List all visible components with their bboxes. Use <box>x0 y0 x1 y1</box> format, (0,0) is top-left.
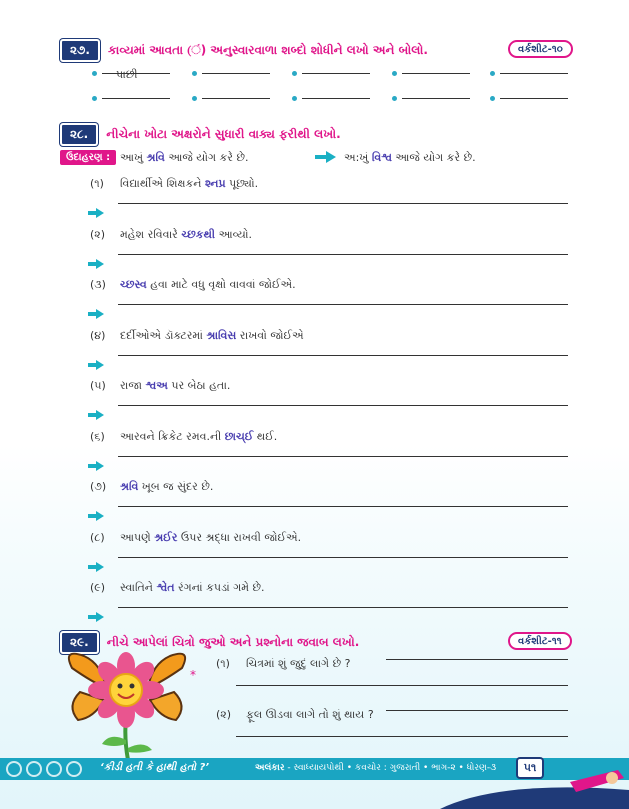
section-28-header <box>60 124 341 144</box>
wrong-word: શ્વેત <box>156 581 175 594</box>
arrow-icon <box>88 309 104 319</box>
credits-text: - સ્વાધ્યાયપોથી • કવચોર : ગુજરાતી • ભાગ-૨ • ધોરણ-૩ <box>284 763 497 773</box>
answer-line <box>386 710 568 711</box>
bullet-dot <box>92 96 97 101</box>
text: રંગનાં કપડાં ગમે છે. <box>174 581 265 594</box>
text: હવા માટે વધુ વૃક્ષો વાવવાં જોઈએ. <box>146 278 296 291</box>
text: ખૂબ જ સુંદર છે. <box>138 480 214 493</box>
question-text: ફૂલ ઊડવા લાગે તો શું થાય ? <box>246 708 374 721</box>
bullet-dot <box>192 96 197 101</box>
star-icon: * <box>190 668 196 682</box>
arrow-icon <box>315 151 337 163</box>
section-title: કાવ્યમાં આવતા (ં) અનુસ્વારવાળા શબ્દો શોધીને લખો અને બોલો. <box>107 42 428 57</box>
answer-line <box>102 98 170 99</box>
answer-line <box>118 254 568 255</box>
text: આપણે <box>120 531 155 544</box>
bullet-dot <box>490 96 495 101</box>
arrow-icon <box>88 410 104 420</box>
footer-quote: ‘કીડી હતી કે હાથી હતો ?’ <box>100 762 210 773</box>
bullet-dot <box>192 71 197 76</box>
answer-line <box>118 304 568 305</box>
question-number: (૨) <box>216 708 232 721</box>
wrong-word: શ્રઈર <box>154 531 178 544</box>
exercise-item <box>90 228 252 242</box>
text: વિદ્યાર્થીએ શિક્ષકને <box>120 177 205 190</box>
bullet-dot <box>92 71 97 76</box>
text: પૂછ્યો. <box>225 177 259 190</box>
section-number: ૨૯. <box>60 631 99 654</box>
item-number: (૨) <box>90 228 106 241</box>
answer-line <box>402 73 470 74</box>
answer-line <box>402 98 470 99</box>
bullet-dot <box>292 96 297 101</box>
wrong-word: ચ્છસ્વ <box>120 278 147 291</box>
section-title: નીચેના ખોટા અક્ષરોને સુધારી વાક્ય ફરીથી લખો. <box>106 126 341 141</box>
text: આરવને ક્રિકેટ રમવ.ની <box>120 430 225 443</box>
answer-line <box>302 73 370 74</box>
exercise-item <box>90 379 230 393</box>
answer-line <box>118 405 568 406</box>
section-27-header <box>60 40 428 60</box>
wrong-word: શ્રવિ <box>146 151 165 164</box>
item-number: (૫) <box>90 379 106 392</box>
answer-line <box>236 736 568 737</box>
worksheet-badge: વર્કશીટ-૧૦ <box>508 40 573 58</box>
question-2 <box>216 708 374 722</box>
item-number: (૮) <box>90 531 105 544</box>
exercise-item <box>90 531 301 545</box>
exercise-item <box>90 329 304 343</box>
wrong-word: શ્રાવિસ <box>206 329 237 342</box>
arrow-icon <box>88 461 104 471</box>
brand-name: અલંકાર <box>255 763 285 773</box>
text: સ્વાતિને <box>120 581 157 594</box>
answer-line <box>118 506 568 507</box>
section-number: ૨૮. <box>60 123 98 146</box>
exercise-item <box>90 430 277 444</box>
bullet-dot <box>392 71 397 76</box>
text: રાજા <box>120 379 146 392</box>
text: થઈ. <box>253 430 278 443</box>
ring-decoration-icon <box>0 758 100 780</box>
wrong-word: છાચ્ઈ <box>224 430 254 443</box>
arrow-icon <box>88 259 104 269</box>
section-title: નીચે આપેલાં ચિત્રો જુઓ અને પ્રશ્નોના જવાબ લખો. <box>106 634 360 649</box>
answer-line <box>202 73 270 74</box>
answer-line <box>302 98 370 99</box>
text: પર બેઠા હતા. <box>167 379 231 392</box>
answer-line <box>118 607 568 608</box>
item-number: (૯) <box>90 581 106 594</box>
example-sentence <box>120 151 248 165</box>
wrong-word: શ્વઅ <box>145 379 168 392</box>
answer-line <box>236 685 568 686</box>
arrow-icon <box>88 208 104 218</box>
section-number: ૨૭. <box>60 39 100 62</box>
exercise-item <box>90 177 258 191</box>
text: અ:ખું <box>344 151 372 164</box>
bullet-dot <box>490 71 495 76</box>
worksheet-badge: વર્કશીટ-૧૧ <box>508 632 572 650</box>
text: રાખવો જોઈએ <box>236 329 304 342</box>
exercise-item <box>90 480 213 494</box>
item-number: (૭) <box>90 480 107 493</box>
answer-line <box>386 659 568 660</box>
wrong-word: ચ્છકથી <box>181 228 216 241</box>
arrow-icon <box>88 562 104 572</box>
text: આજે યોગ કરે છે. <box>391 151 476 164</box>
item-number: (૬) <box>90 430 105 443</box>
page-number: ૫૧ <box>516 757 544 779</box>
item-number: (૧) <box>90 177 104 190</box>
exercise-item <box>90 278 296 292</box>
example-answer <box>344 151 476 165</box>
flower-butterfly-illustration <box>62 648 192 760</box>
answer-line <box>118 203 568 204</box>
exercise-item <box>90 581 265 595</box>
answer-line <box>202 98 270 99</box>
wrong-word: શ્નપ્ર <box>204 177 226 190</box>
text: દર્દીઓએ ડૉક્ટરમાં <box>120 329 207 342</box>
question-number: (૧) <box>216 657 230 670</box>
bullet-dot <box>292 71 297 76</box>
text: આવ્યો. <box>215 228 253 241</box>
arrow-icon <box>88 612 104 622</box>
text: આજે યોગ કરે છે. <box>164 151 249 164</box>
text: મહેશ રવિવારે <box>120 228 182 241</box>
filled-answer: પાછી <box>116 68 138 81</box>
wrong-word: શ્રવિ <box>120 480 139 493</box>
question-text: ચિત્રમાં શું જુદું લાગે છે ? <box>246 657 351 670</box>
arrow-icon <box>88 360 104 370</box>
question-1 <box>216 657 350 671</box>
item-number: (૪) <box>90 329 106 342</box>
item-number: (૩) <box>90 278 106 291</box>
answer-line <box>118 456 568 457</box>
text: ઉપર શ્રદ્ધા રાખવી જોઈએ. <box>177 531 302 544</box>
text: આખું <box>120 151 147 164</box>
answer-line <box>118 557 568 558</box>
answer-line <box>118 355 568 356</box>
bullet-dot <box>392 96 397 101</box>
arrow-icon <box>88 511 104 521</box>
corrected-word: વિશ્વ <box>371 151 392 164</box>
example-label: ઉદાહરણ : <box>60 150 116 165</box>
answer-line <box>500 98 568 99</box>
answer-line <box>500 73 568 74</box>
